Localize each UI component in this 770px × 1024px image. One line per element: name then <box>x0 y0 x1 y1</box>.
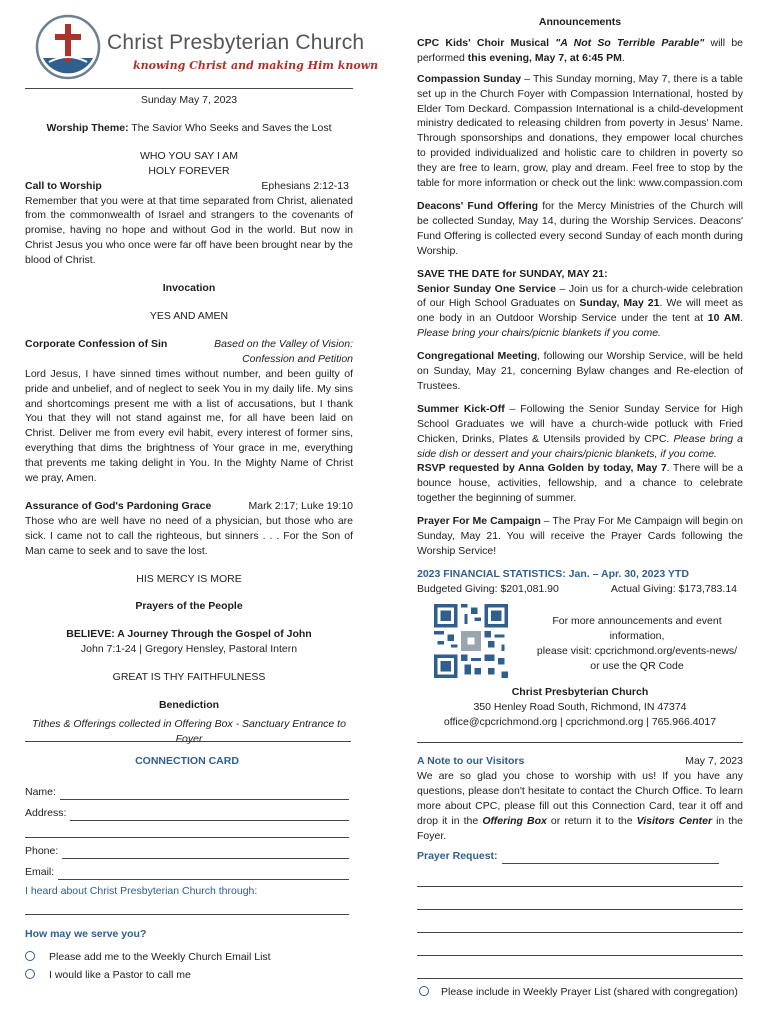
invocation: Invocation <box>162 282 216 295</box>
rsvp-label: RSVP requested by Anna Golden by today, May 7 <box>417 462 667 475</box>
visitors-text-2: or return it to the <box>546 814 637 827</box>
connection-divider <box>25 741 351 742</box>
prayer-list-option[interactable] <box>417 985 743 1000</box>
senior-date: Sunday, May 21 <box>579 297 660 310</box>
call-to-worship-ref: Ephesians 2:12-13 <box>261 179 349 192</box>
contact-name: Christ Presbyterian Church <box>511 686 649 698</box>
offering-box: Offering Box <box>482 814 547 827</box>
budgeted-giving: Budgeted Giving: $201,081.90 <box>417 582 559 595</box>
more-info-line: or use the QR Code <box>590 659 684 672</box>
call-to-worship-header <box>25 179 353 194</box>
senior-text-3: . <box>740 312 743 325</box>
tithes-note: Tithes & Offerings collected in Offering Box - Sanctuary Entrance to Foyer <box>32 718 346 745</box>
serve-label: How may we serve you? <box>25 928 147 941</box>
senior-note: Please bring your chairs/picnic blankets if you come. <box>417 327 661 340</box>
service-date: Sunday May 7, 2023 <box>140 94 238 106</box>
option-email-list-label: Please add me to the Weekly Church Email List <box>49 951 271 964</box>
save-the-date: SAVE THE DATE for SUNDAY, MAY 21: <box>417 267 608 280</box>
kickoff-announcement <box>417 402 743 462</box>
call-to-worship-text: Remember that you were at that time separated from Christ, alienated from the commonwealth of Israel and strangers to the covenants of promise, having no hope and without God in the world. But now in Christ Jesus you who once were far off have been brought near by the blood of Christ. <box>25 194 353 267</box>
church-logo <box>35 14 379 78</box>
prayer-request-line[interactable] <box>417 872 743 887</box>
meeting-label: Congregational Meeting <box>417 350 538 363</box>
senior-label: Senior Sunday One Service <box>417 282 556 295</box>
rsvp-text: . There will be a bounce house, activities, fellowship, and a chance to celebrate together the beginning of summer. <box>417 462 743 505</box>
qr-code-icon[interactable] <box>427 604 515 678</box>
option-pastor-call[interactable] <box>25 968 349 983</box>
confession-text: Lord Jesus, I have sinned times without number, and been guilty of pride and unbelief, and of neglect to seek You in my daily life. My sins and shortcomings present me with a list of accusations, but I thank You that they will not stand against me, for all have been laid on Christ. Deliver me from every evil habit, every interest of former sins, everything that dims the brightness of Your grace in me, everything that prevents me taking delight in You. In the Mighty Name of Christ we pray, Amen. <box>25 367 353 485</box>
prayer-request-line[interactable] <box>417 941 743 956</box>
choir-when: this evening, May 7, at 6:45 PM <box>467 51 622 64</box>
choir-text: will be performed <box>417 36 744 64</box>
church-emblem-icon <box>35 14 101 80</box>
contact-block <box>417 685 743 730</box>
confession-header <box>25 337 353 352</box>
email-label: Email: <box>25 865 55 878</box>
choir-label: CPC Kids' Choir Musical <box>417 36 550 49</box>
phone-input[interactable] <box>62 847 349 859</box>
meeting-announcement <box>417 349 743 394</box>
header-divider <box>25 88 353 89</box>
visitors-title: A Note to our Visitors <box>417 755 525 767</box>
assurance-text: Those who are well have no need of a physician, but those who are sick. I came not to call the righteous, but sinners . . . For the Son of Man came to seek and to save the lost. <box>25 514 353 557</box>
heard-about-label: I heard about Christ Presbyterian Church through: <box>25 884 258 897</box>
checkbox-circle-icon[interactable] <box>25 951 35 961</box>
address-input[interactable] <box>70 809 349 821</box>
prayer-list-label: Please include in Weekly Prayer List (shared with congregation) <box>441 986 738 999</box>
phone-label: Phone: <box>25 844 59 857</box>
song-title: WHO YOU SAY I AM <box>139 149 239 162</box>
sermon-title: BELIEVE: A Journey Through the Gospel of John <box>66 628 312 641</box>
assurance-ref: Mark 2:17; Luke 19:10 <box>248 499 353 512</box>
visitors-text <box>417 769 743 844</box>
worship-theme-label: Worship Theme: <box>46 121 129 134</box>
prayer-campaign-announcement <box>417 514 743 559</box>
visitors-header <box>417 754 743 769</box>
address-field[interactable] <box>25 806 349 821</box>
senior-text-2: . We will meet as one body in an Outdoor Worship Service under the tent at <box>417 297 743 325</box>
compassion-label: Compassion Sunday <box>417 72 522 85</box>
checkbox-circle-icon[interactable] <box>25 969 35 979</box>
deacons-label: Deacons' Fund Offering <box>417 199 539 212</box>
senior-time: 10 AM <box>707 312 741 325</box>
kickoff-text: – Following the Senior Sunday Service for High School Graduates we will have a church-wide potluck with Fried Chicken, Drinks, Plates & Utensils provided by CPC. <box>417 402 743 445</box>
visitors-center: Visitors Center <box>636 814 713 827</box>
prayers-of-the-people: Prayers of the People <box>135 600 243 613</box>
song-title: YES AND AMEN <box>149 309 229 322</box>
phone-field[interactable] <box>25 844 349 859</box>
kickoff-label: Summer Kick-Off <box>417 402 505 415</box>
visitors-note <box>417 754 743 1000</box>
worship-theme <box>25 121 353 136</box>
confession-label: Corporate Confession of Sin <box>25 337 168 350</box>
worship-theme-text: The Savior Who Seeks and Saves the Lost <box>131 121 332 134</box>
prayer-request-line[interactable] <box>417 918 743 933</box>
song-title: GREAT IS THY FAITHFULNESS <box>112 671 266 684</box>
song-title: HIS MERCY IS MORE <box>136 572 242 585</box>
more-info-line: For more announcements and event information, <box>552 615 722 642</box>
deacons-text: for the Mercy Ministries of the Church will be collected Sunday, May 14, during the Worship Services. Deacons' Fund Offering is collected every second Sunday of each month during Worship. <box>417 199 743 257</box>
announcements-title: Announcements <box>538 16 622 28</box>
visitors-divider <box>417 742 743 743</box>
compassion-announcement <box>417 72 743 191</box>
senior-sunday-announcement <box>417 282 743 342</box>
prayer-request-field[interactable] <box>417 849 719 864</box>
connection-card-title: CONNECTION CARD <box>135 755 239 767</box>
visitors-text-3: in the Foyer. <box>417 814 743 842</box>
compassion-text: – This Sunday morning, May 7, there is a table set up in the Church Foyer with Compassion International, hosted by Elder Tom Deckard. Compassion International is a child-development ministry dedicated to releasing children from poverty in Jesus' Name. Through sponsorships and donations, they empower local churches to provided individualized and holistic care to children in poverty so they are free to learn, grow, play and dream. Feel free to stop by the table for more information or check out the link: www.compassion.com <box>417 72 743 190</box>
option-email-list[interactable] <box>25 950 349 965</box>
sermon-reference: John 7:1-24 | Gregory Hensley, Pastoral Intern <box>80 643 298 656</box>
visitors-text-1: We are so glad you chose to worship with us! If you have any questions, please don't hesitate to contact the Church Office. To learn more about CPC, please fill out this Connection Card, tear it off and drop it in the <box>417 769 743 827</box>
prayer-request-line[interactable] <box>417 895 743 910</box>
benediction: Benediction <box>158 699 220 712</box>
financial-title: 2023 FINANCIAL STATISTICS: Jan. – Apr. 30, 2023 YTD <box>417 567 689 580</box>
song-title: HOLY FOREVER <box>148 164 230 177</box>
meeting-text: , following our Worship Service, will be held on Sunday, May 21, concerning Bylaw changes and Re-election of Trustees. <box>417 350 743 392</box>
prayer-campaign-text: – The Pray For Me Campaign will begin on Sunday, May 21. You will receive the Prayer Cards following the Worship Service! <box>417 515 743 557</box>
kickoff-note: Please bring a side dish or dessert and your chairs/picnic blankets, if you come. <box>417 432 743 460</box>
actual-giving: Actual Giving: $173,783.14 <box>610 582 737 595</box>
option-pastor-call-label: I would like a Pastor to call me <box>49 969 191 982</box>
call-to-worship-label: Call to Worship <box>25 179 102 192</box>
more-info-link[interactable]: please visit: cpcrichmond.org/events-news/ <box>536 644 738 657</box>
checkbox-circle-icon[interactable] <box>419 986 429 996</box>
prayer-campaign-label: Prayer For Me Campaign <box>417 515 541 528</box>
logo-tagline: knowing Christ and making Him known <box>133 59 379 72</box>
prayer-request-line[interactable] <box>417 964 743 979</box>
address-label: Address: <box>25 806 67 819</box>
name-label: Name: <box>25 785 56 798</box>
financial-row <box>417 582 743 597</box>
deacons-announcement <box>417 199 743 259</box>
assurance-header <box>25 499 353 514</box>
choir-end: . <box>621 51 625 64</box>
choir-title: "A Not So Terrible Parable" <box>555 36 705 49</box>
senior-text: – Join us for a church-wide celebration of our High School Graduates on <box>417 282 743 310</box>
email-field[interactable] <box>25 865 349 880</box>
name-input[interactable] <box>60 788 349 800</box>
heard-about-input[interactable] <box>25 900 349 915</box>
visitors-date: May 7, 2023 <box>685 755 743 767</box>
contact-address: 350 Henley Road South, Richmond, IN 47374 <box>473 700 687 713</box>
rsvp-announcement <box>417 461 743 506</box>
connection-card <box>25 754 349 983</box>
prayer-request-input[interactable] <box>502 852 719 864</box>
logo-title: Christ Presbyterian Church <box>107 31 365 54</box>
choir-announcement <box>417 36 743 66</box>
confession-source: Based on the Valley of Vision: <box>214 337 353 350</box>
name-field[interactable] <box>25 785 349 800</box>
more-info <box>525 614 749 674</box>
contact-details: office@cpcrichmond.org | cpcrichmond.org | 765.966.4017 <box>443 715 717 728</box>
address-line-2[interactable] <box>25 823 349 838</box>
assurance-label: Assurance of God's Pardoning Grace <box>25 499 212 512</box>
confession-source-2: Confession and Petition <box>242 352 353 365</box>
prayer-request-label: Prayer Request: <box>417 850 498 863</box>
email-input[interactable] <box>58 868 349 880</box>
